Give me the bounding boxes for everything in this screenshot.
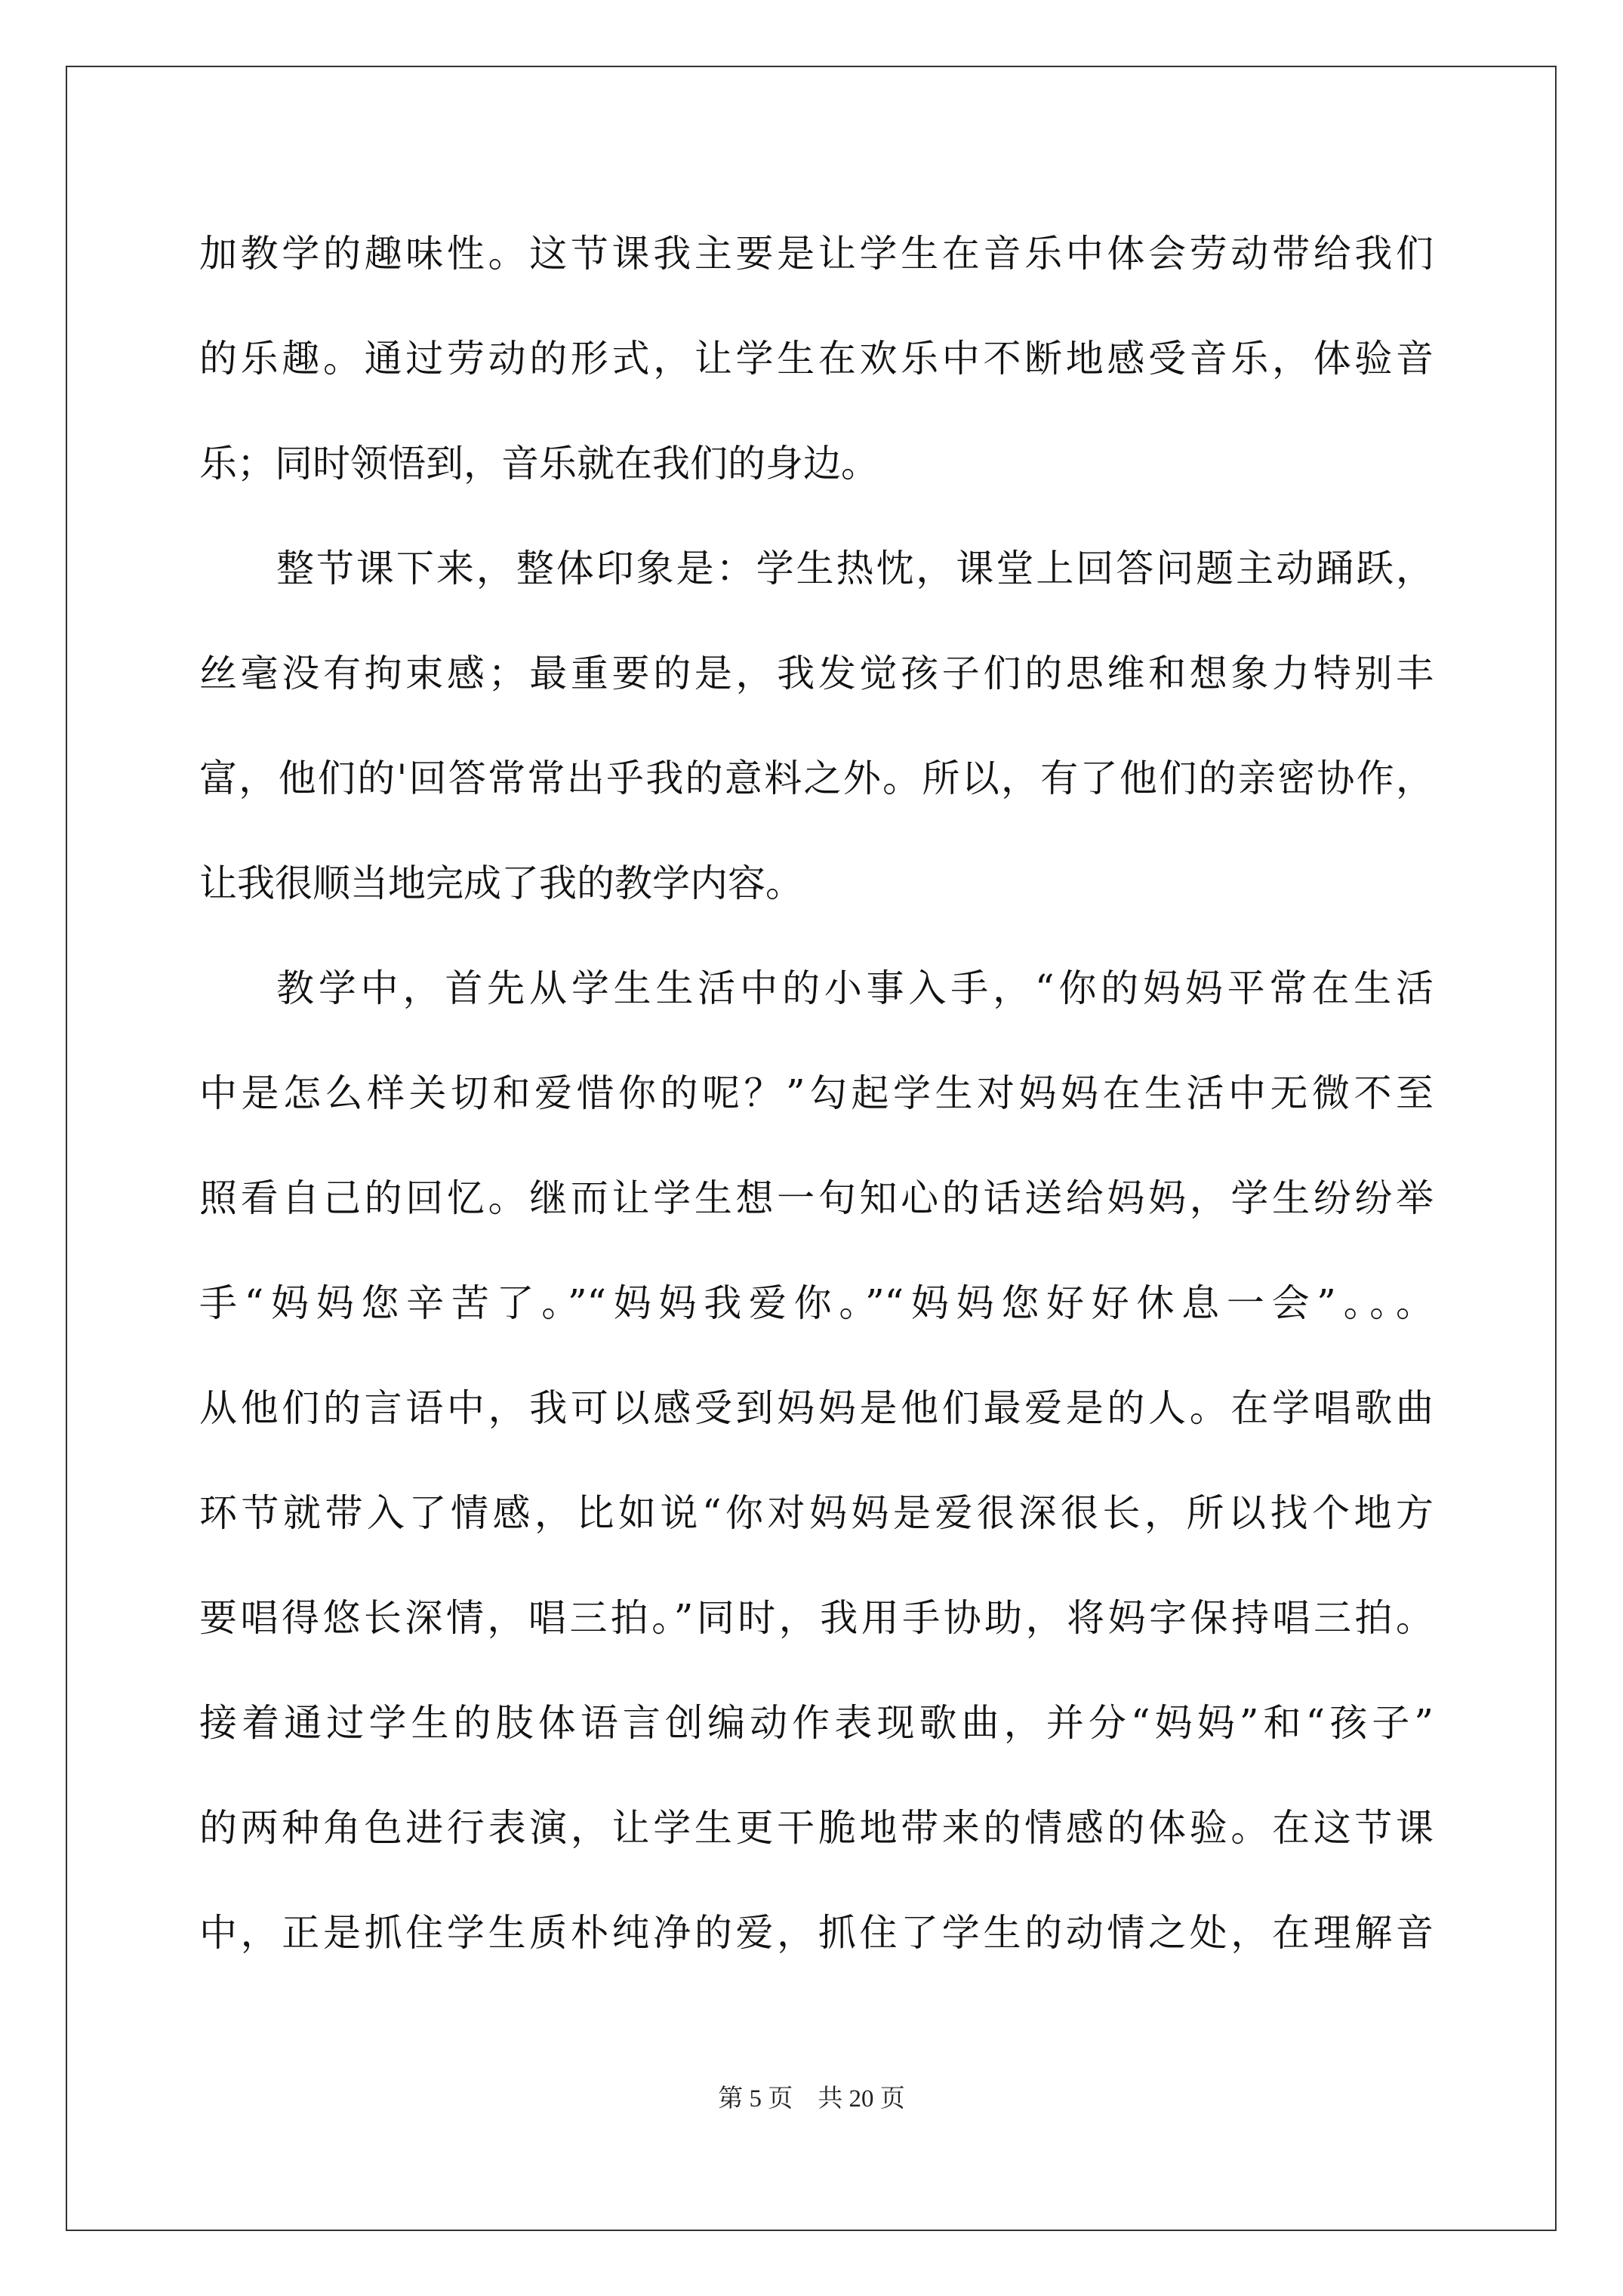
page-number-footer: 第 5 页 共 20 页 [718, 2085, 905, 2113]
text-line: 照看自己的回忆。继而让学生想一句知心的话送给妈妈，学生纷纷举 [199, 1176, 1434, 1220]
text-line: 中，正是抓住学生质朴纯净的爱，抓住了学生的动情之处，在理解音 [199, 1911, 1434, 1955]
text-line: 的乐趣。通过劳动的形式，让学生在欢乐中不断地感受音乐，体验音 [199, 337, 1434, 381]
text-line: 让我很顺当地完成了我的教学内容。 [199, 861, 803, 905]
text-line: 丝毫没有拘束感；最重要的是，我发觉孩子们的思维和想象力特别丰 [199, 652, 1434, 695]
text-line: 要唱得悠长深情，唱三拍。”同时，我用手协助，将妈字保持唱三拍。 [199, 1596, 1434, 1640]
text-line: 的两种角色进行表演，让学生更干脆地带来的情感的体验。在这节课 [199, 1806, 1434, 1850]
text-line: 环节就带入了情感，比如说“你对妈妈是爱很深很长，所以找个地方 [199, 1491, 1434, 1535]
text-line: 乐；同时领悟到，音乐就在我们的身边。 [199, 442, 879, 485]
text-line: 接着通过学生的肢体语言创编动作表现歌曲，并分“妈妈”和“孩子” [199, 1701, 1434, 1745]
text-line: 加教学的趣味性。这节课我主要是让学生在音乐中体会劳动带给我们 [199, 232, 1434, 276]
text-line: 整节课下来，整体印象是：学生热忱，课堂上回答问题主动踊跃， [276, 547, 1434, 590]
text-line: 中是怎么样关切和爱惜你的呢？”勾起学生对妈妈在生活中无微不至 [199, 1071, 1434, 1115]
text-line: 教学中，首先从学生生活中的小事入手，“你的妈妈平常在生活 [276, 966, 1434, 1010]
text-line: 从他们的言语中，我可以感受到妈妈是他们最爱是的人。在学唱歌曲 [199, 1386, 1434, 1430]
text-line: 手“妈妈您辛苦了。”“妈妈我爱你。”“妈妈您好好休息一会”。。。 [199, 1281, 1434, 1325]
text-line: 富，他们的'回答常常出乎我的意料之外。所以，有了他们的亲密协作， [199, 757, 1434, 800]
